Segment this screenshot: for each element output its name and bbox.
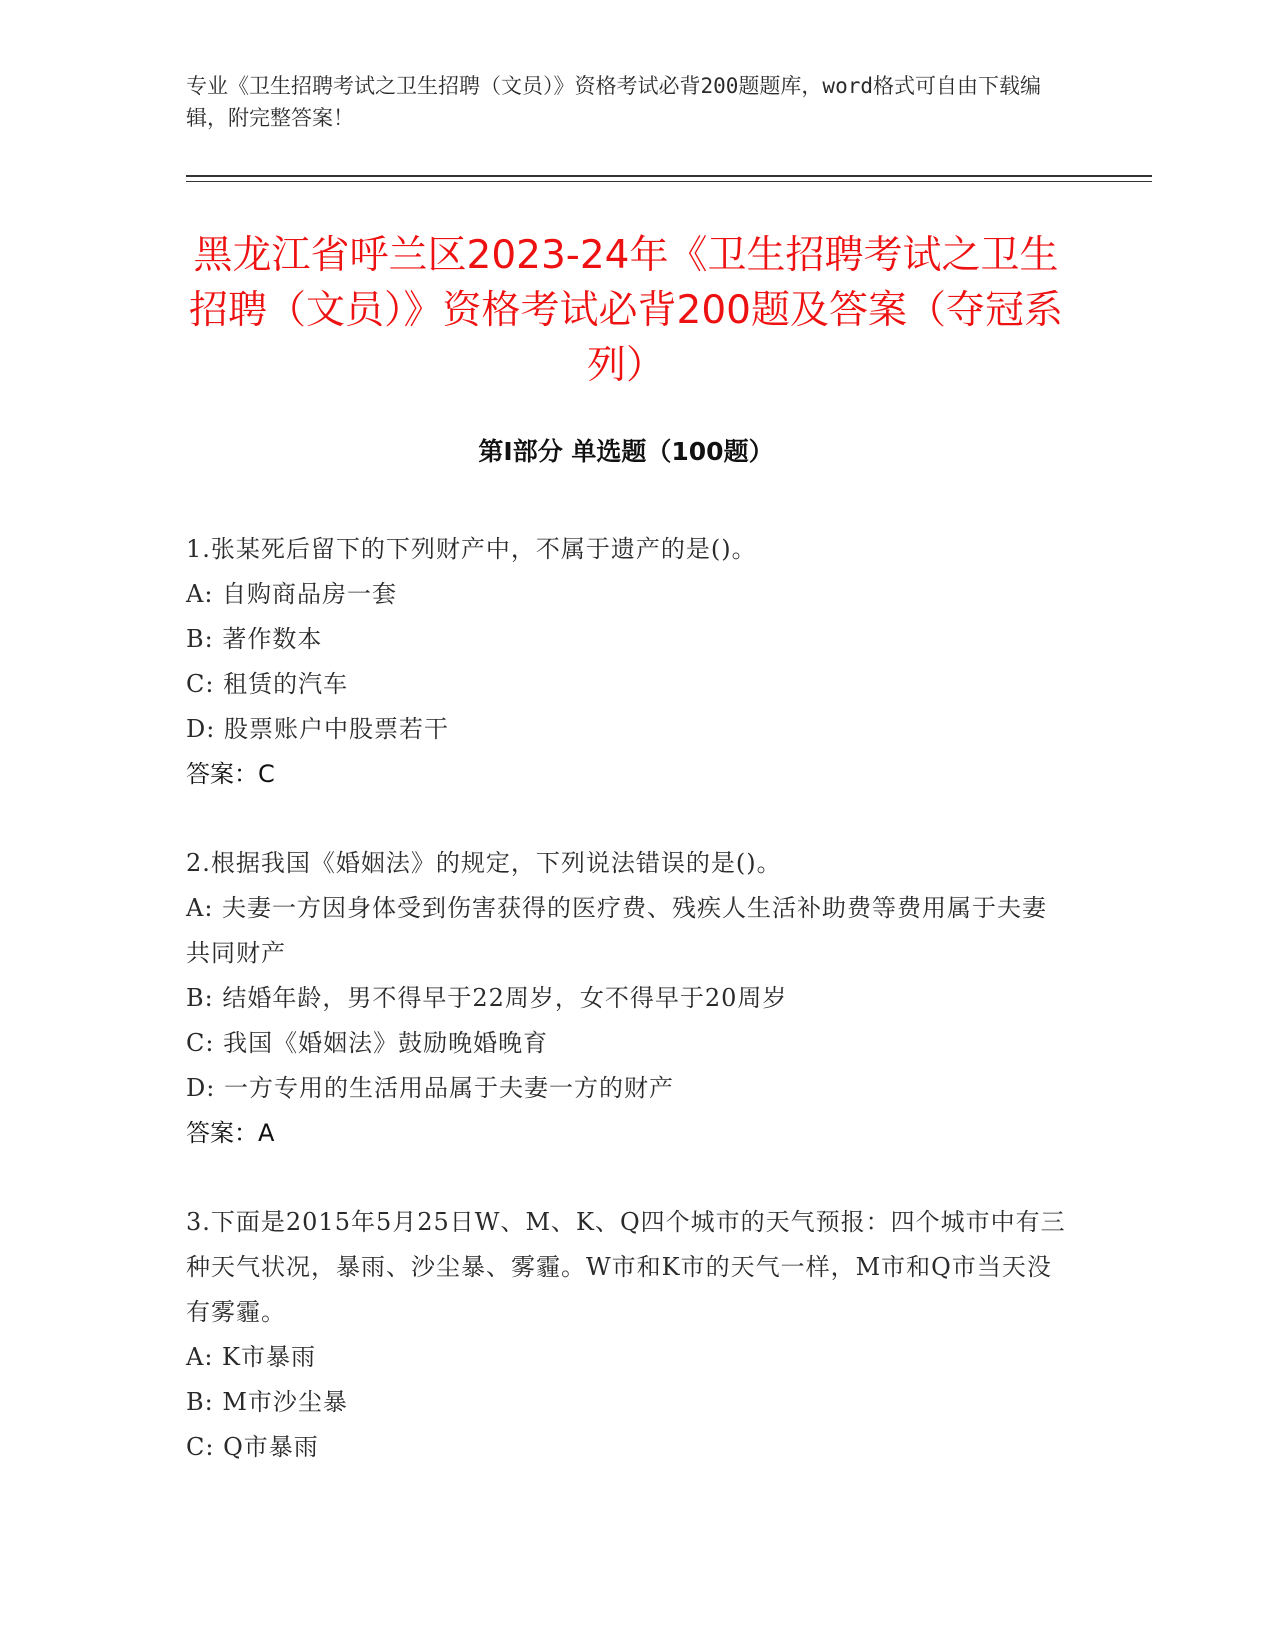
option-b: B: 著作数本 [186, 625, 323, 653]
header-divider-thick [186, 175, 1152, 177]
question-stem: 3.下面是2015年5月25日W、M、K、Q四个城市的天气预报：四个城市中有三种天气状况，暴雨、沙尘暴、雾霾。W市和K市的天气一样，M市和Q市当天没有雾霾。 [186, 1208, 1066, 1326]
option-c: C: Q市暴雨 [186, 1433, 319, 1461]
answer-line: 答案：A [186, 1119, 275, 1147]
option-a: A: 夫妻一方因身体受到伤害获得的医疗费、残疾人生活补助费等费用属于夫妻共同财产 [186, 894, 1048, 967]
question-2 [186, 841, 1066, 1156]
option-d: D: 股票账户中股票若干 [186, 715, 449, 743]
option-c: C: 我国《婚姻法》鼓励晚婚晚育 [186, 1029, 549, 1057]
option-b: B: 结婚年龄，男不得早于22周岁，女不得早于20周岁 [186, 984, 788, 1012]
question-stem: 1.张某死后留下的下列财产中，不属于遗产的是()。 [186, 535, 757, 563]
option-b: B: M市沙尘暴 [186, 1388, 348, 1416]
section-heading: 第I部分 单选题（100题） [478, 437, 774, 466]
answer-line: 答案：C [186, 760, 275, 788]
option-a: A: 自购商品房一套 [186, 580, 398, 608]
document-title: 黑龙江省呼兰区2023-24年《卫生招聘考试之卫生招聘（文员）》资格考试必背200题及答案（夺冠系列） [189, 233, 1063, 388]
header-divider-thin [186, 181, 1152, 182]
option-a: A: K市暴雨 [186, 1343, 316, 1371]
option-c: C: 租赁的汽车 [186, 670, 349, 698]
header-note: 专业《卫生招聘考试之卫生招聘（文员）》资格考试必背200题题库，word格式可自由下载编辑，附完整答案！ [186, 74, 1041, 130]
question-list [186, 527, 1066, 1514]
option-d: D: 一方专用的生活用品属于夫妻一方的财产 [186, 1074, 674, 1102]
question-stem: 2.根据我国《婚姻法》的规定，下列说法错误的是()。 [186, 849, 782, 877]
question-3 [186, 1200, 1066, 1470]
question-1 [186, 527, 1066, 797]
